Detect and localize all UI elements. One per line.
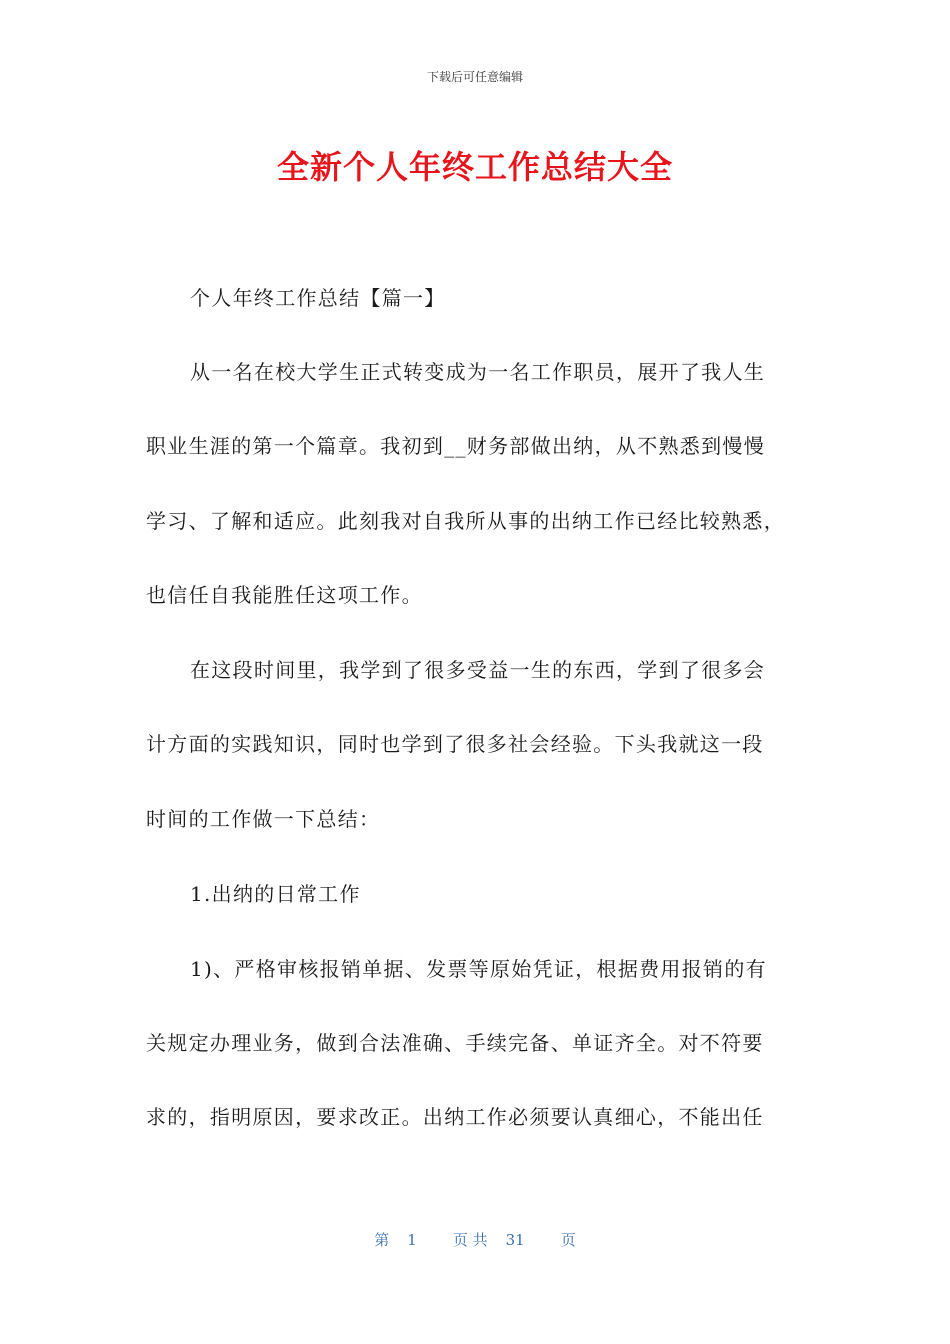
list-heading: 1.出纳的日常工作: [190, 882, 361, 906]
paragraph-line: 从一名在校大学生正式转变成为一名工作职员，展开了我人生: [190, 360, 766, 384]
page-footer: [0, 1229, 950, 1250]
paragraph-line: 学习、了解和适应。此刻我对自我所从事的出纳工作已经比较熟悉，: [146, 509, 785, 533]
document-title: 全新个人年终工作总结大全: [276, 148, 673, 186]
current-page-number: 1: [407, 1231, 417, 1249]
paragraph-line: 求的，指明原因，要求改正。出纳工作必须要认真细心，不能出任: [146, 1105, 764, 1129]
paragraph-line: 1)、严格审核报销单据、发票等原始凭证，根据费用报销的有: [190, 957, 767, 981]
section-heading: 个人年终工作总结【篇一】: [190, 286, 446, 310]
paragraph-line: 计方面的实践知识，同时也学到了很多社会经验。下头我就这一段: [146, 732, 764, 756]
page-label-suffix: 页: [560, 1231, 576, 1249]
paragraph-line: 职业生涯的第一个篇章。我初到__财务部做出纳，从不熟悉到慢慢: [146, 434, 765, 458]
paragraph-line: 也信任自我能胜任这项工作。: [146, 583, 423, 607]
page-label-mid: 页 共: [452, 1231, 488, 1249]
paragraph-line: 在这段时间里，我学到了很多受益一生的东西，学到了很多会: [190, 658, 766, 682]
total-pages-number: 31: [505, 1231, 525, 1249]
page-label-prefix: 第: [374, 1231, 390, 1249]
paragraph-line: 关规定办理业务，做到合法准确、手续完备、单证齐全。对不符要: [146, 1031, 764, 1055]
paragraph-line: 时间的工作做一下总结：: [146, 807, 381, 831]
header-note: 下载后可任意编辑: [426, 70, 523, 84]
